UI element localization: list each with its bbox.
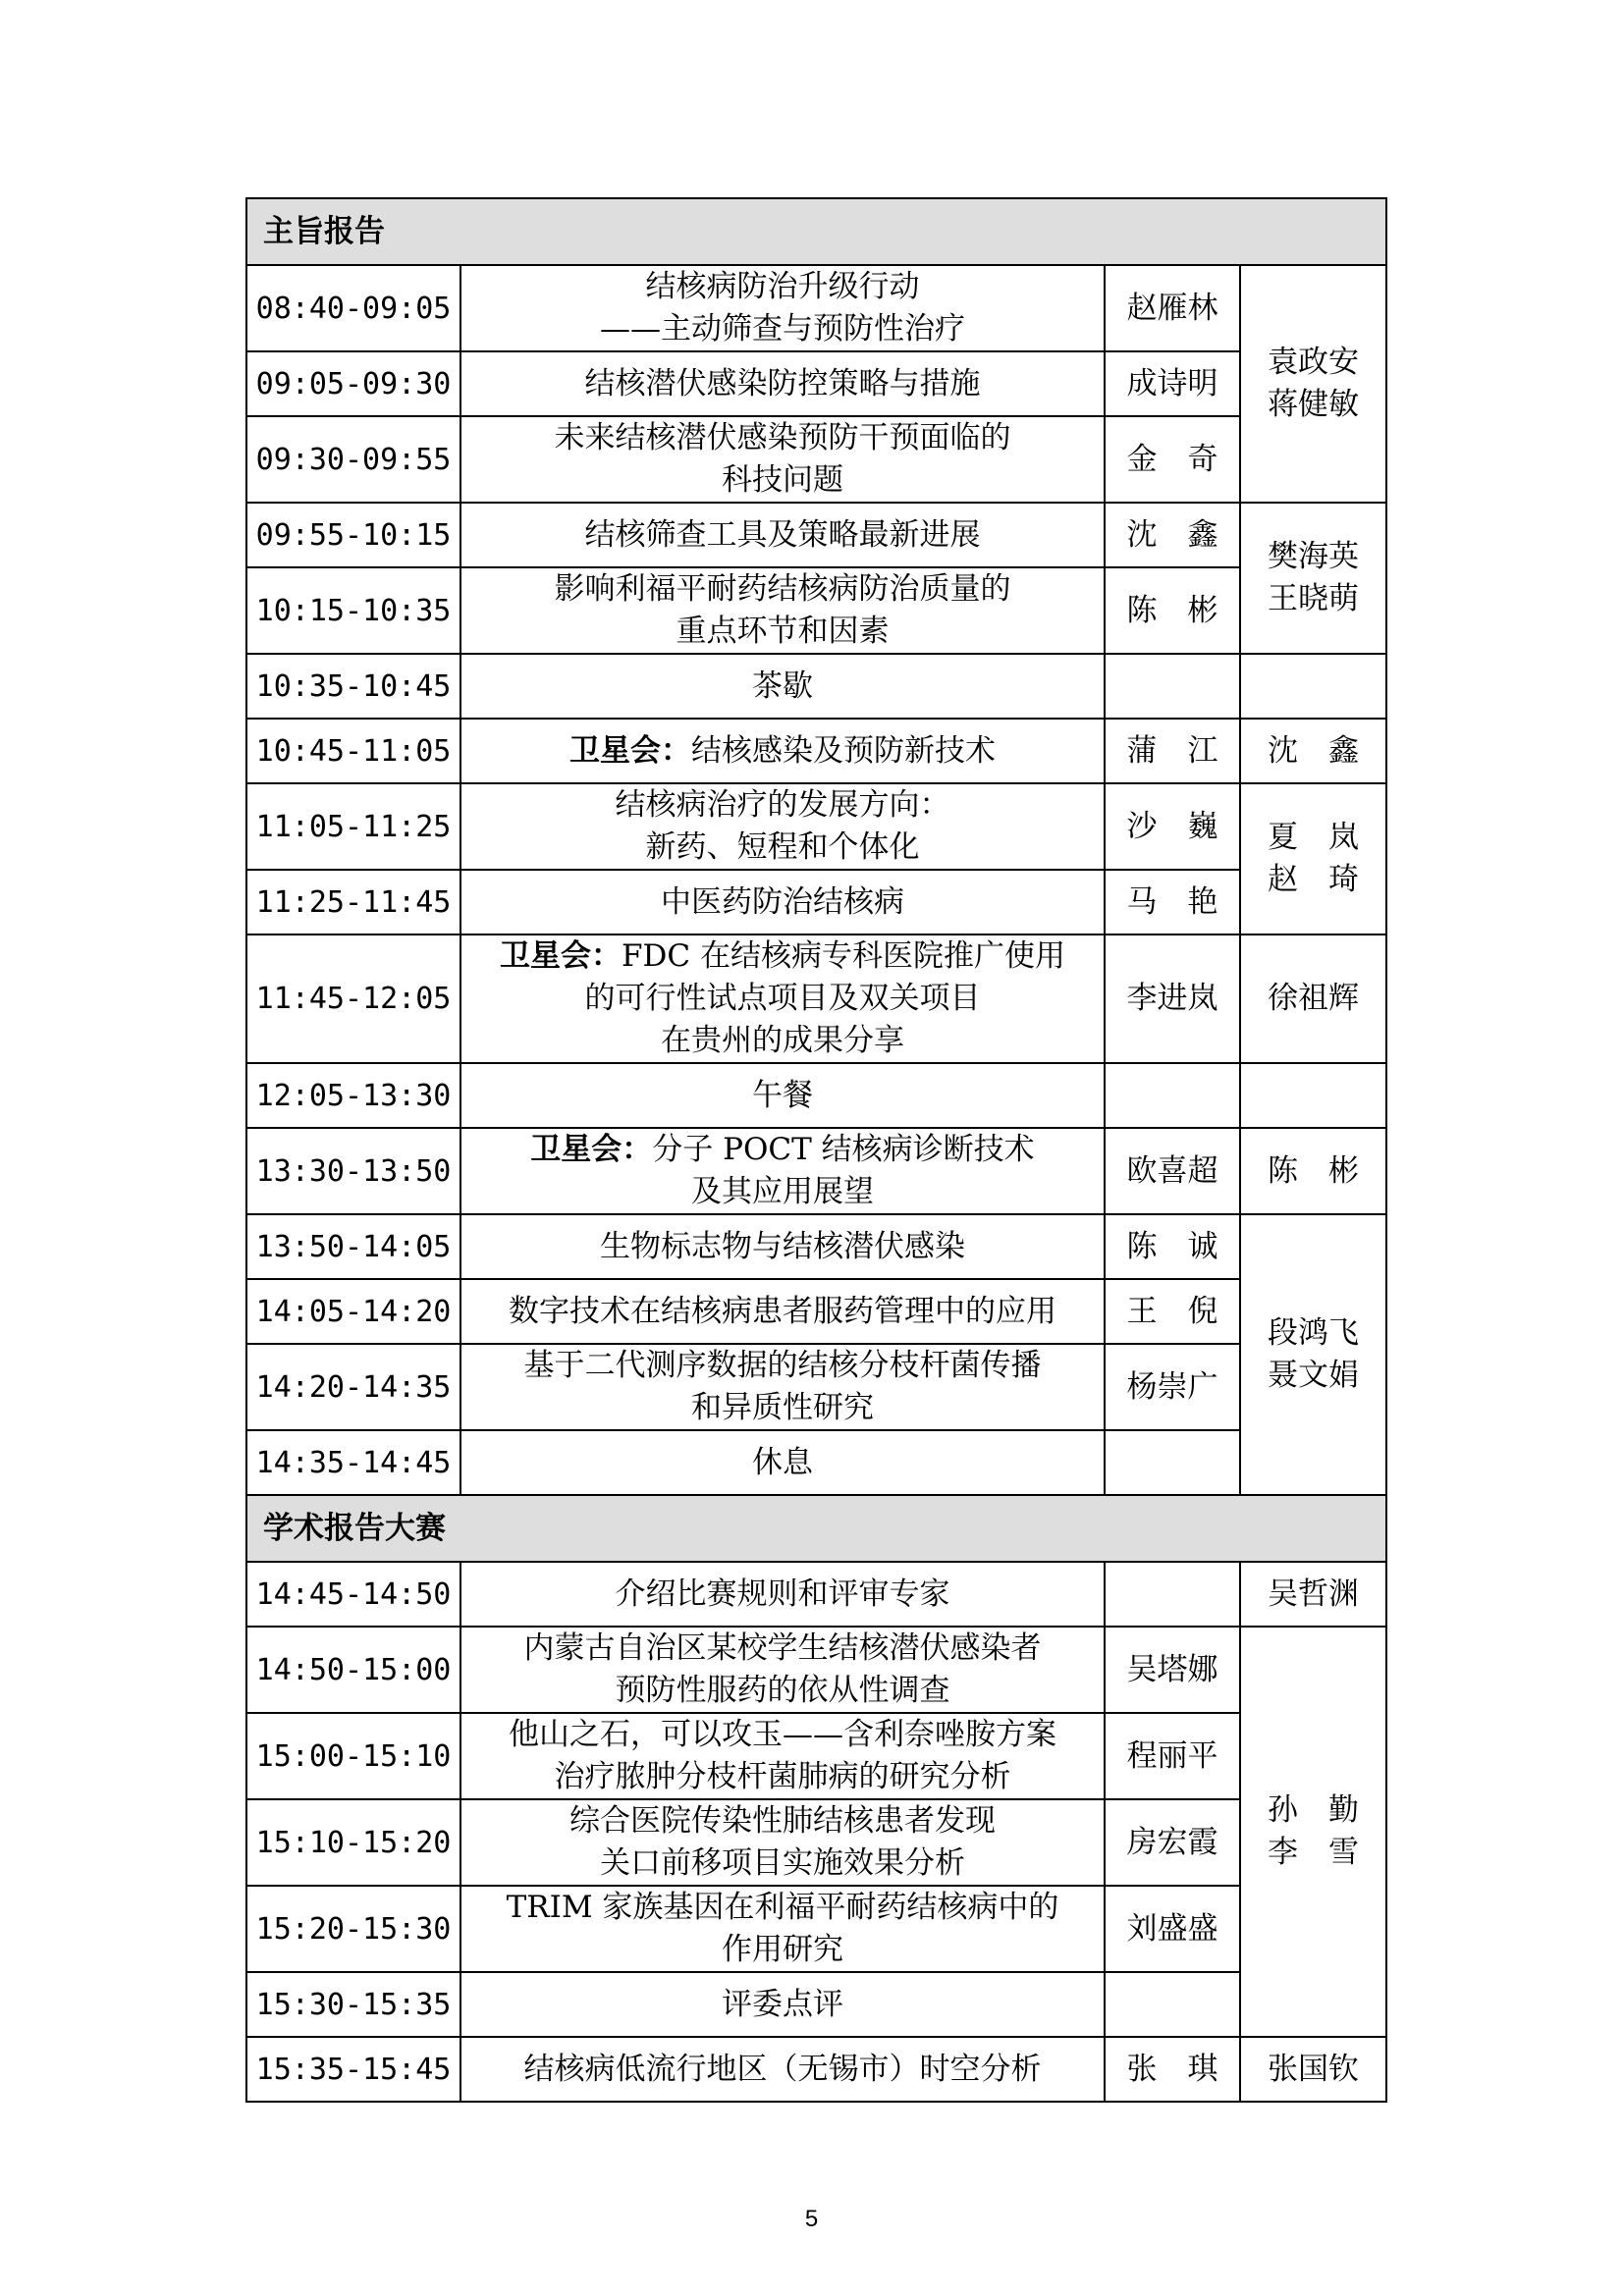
topic-text: 结核筛查工具及策略最新进展: [584, 516, 981, 553]
topic-line: [465, 1291, 1100, 1333]
time-cell: 15:10-15:20: [246, 1799, 460, 1886]
schedule-row: [246, 1627, 1386, 1713]
topic-text: 科技问题: [722, 462, 843, 498]
topic-line: [465, 1226, 1100, 1268]
speaker-cell: [1105, 654, 1240, 719]
time-cell: 15:35-15:45: [246, 2037, 460, 2102]
topic-line: [465, 459, 1100, 502]
page-number: 5: [804, 2206, 819, 2232]
topic-cell: [460, 934, 1105, 1063]
topic-text: 影响利福平耐药结核病防治质量的: [554, 571, 1011, 607]
topic-cell: [460, 1214, 1105, 1279]
topic-line: [465, 1800, 1100, 1842]
schedule-row: [246, 654, 1386, 719]
chair-name: 沈 鑫: [1268, 732, 1359, 769]
chair-name: 樊海英: [1268, 539, 1359, 574]
section-title: 主旨报告: [246, 198, 1386, 265]
chair-cell: [1240, 654, 1386, 719]
chair-cell: [1240, 1214, 1386, 1495]
topic-line: [465, 1714, 1100, 1756]
topic-cell: [460, 783, 1105, 870]
time-cell: 15:00-15:10: [246, 1713, 460, 1799]
chair-cell: [1240, 503, 1386, 654]
topic-cell: [460, 1430, 1105, 1495]
satellite-label: 卫星会：: [530, 1132, 653, 1167]
schedule-row: [246, 1713, 1386, 1799]
speaker-cell: 沈 鑫: [1105, 503, 1240, 567]
time-cell: 10:15-10:35: [246, 567, 460, 654]
schedule-row: [246, 416, 1386, 503]
speaker-cell: 房宏霞: [1105, 1799, 1240, 1886]
schedule-row: [246, 1128, 1386, 1214]
speaker-cell: 杨崇广: [1105, 1344, 1240, 1430]
topic-text: 评委点评: [722, 1986, 843, 2022]
schedule-row: [246, 351, 1386, 416]
satellite-label: 卫星会：: [569, 732, 691, 769]
schedule-row: [246, 2037, 1386, 2102]
topic-text: 在贵州的成果分享: [661, 1023, 904, 1058]
speaker-cell: 赵雁林: [1105, 265, 1240, 351]
topic-line: [465, 611, 1100, 653]
topic-text: 综合医院传染性肺结核患者发现: [569, 1803, 996, 1839]
time-cell: 14:45-14:50: [246, 1562, 460, 1627]
chair-name: 蒋健敏: [1268, 387, 1359, 422]
topic-line: [465, 1345, 1100, 1387]
topic-line: [465, 308, 1100, 350]
topic-text: 分子 POCT 结核病诊断技术: [652, 1132, 1035, 1167]
schedule-table: [245, 197, 1387, 2103]
time-cell: 13:30-13:50: [246, 1128, 460, 1214]
schedule-row: [246, 1344, 1386, 1430]
schedule-row: [246, 1562, 1386, 1627]
topic-text: 午餐: [752, 1077, 813, 1113]
speaker-cell: 金 奇: [1105, 416, 1240, 503]
topic-cell: [460, 1063, 1105, 1128]
schedule-row: [246, 1063, 1386, 1128]
topic-text: 重点环节和因素: [676, 614, 890, 649]
topic-line: [465, 1842, 1100, 1885]
topic-cell: [460, 265, 1105, 351]
topic-line: [465, 1020, 1100, 1062]
section-header-row: [246, 1495, 1386, 1562]
topic-cell: [460, 1562, 1105, 1627]
topic-line: [465, 1984, 1100, 2026]
topic-line: [465, 1129, 1100, 1171]
topic-text: 关口前移项目实施效果分析: [600, 1845, 965, 1881]
time-cell: 11:25-11:45: [246, 870, 460, 934]
chair-name: 王晓萌: [1268, 581, 1359, 616]
speaker-cell: [1105, 1972, 1240, 2037]
topic-text: 茶歇: [752, 667, 813, 704]
schedule-row: [246, 719, 1386, 783]
topic-line: [465, 1887, 1100, 1929]
topic-text: 数字技术在结核病患者服药管理中的应用: [509, 1293, 1056, 1329]
satellite-label: 卫星会：: [500, 938, 622, 974]
topic-text: 未来结核潜伏感染预防干预面临的: [554, 420, 1011, 455]
topic-text: 预防性服药的依从性调查: [615, 1673, 950, 1708]
topic-text: 新药、短程和个体化: [645, 829, 920, 865]
schedule-row: [246, 870, 1386, 934]
topic-cell: [460, 503, 1105, 567]
speaker-cell: [1105, 1562, 1240, 1627]
topic-cell: [460, 351, 1105, 416]
topic-text: 结核潜伏感染防控策略与措施: [584, 365, 981, 401]
schedule-row: [246, 1279, 1386, 1344]
topic-text: 结核病防治升级行动: [645, 269, 920, 304]
speaker-cell: 李进岚: [1105, 934, 1240, 1063]
topic-text: 及其应用展望: [691, 1174, 874, 1209]
speaker-cell: 陈 诚: [1105, 1214, 1240, 1279]
topic-text: 结核感染及预防新技术: [691, 732, 996, 769]
topic-line: [465, 514, 1100, 557]
speaker-cell: 程丽平: [1105, 1713, 1240, 1799]
chair-name: 段鸿飞: [1268, 1315, 1359, 1351]
topic-text: 休息: [752, 1444, 813, 1480]
topic-cell: [460, 1972, 1105, 2037]
topic-cell: [460, 1886, 1105, 1972]
speaker-cell: 刘盛盛: [1105, 1886, 1240, 1972]
topic-line: [465, 881, 1100, 924]
topic-cell: [460, 870, 1105, 934]
topic-line: [465, 827, 1100, 869]
topic-line: [465, 1075, 1100, 1117]
time-cell: 10:45-11:05: [246, 719, 460, 783]
chair-cell: [1240, 783, 1386, 934]
speaker-cell: 陈 彬: [1105, 567, 1240, 654]
speaker-cell: 蒲 江: [1105, 719, 1240, 783]
topic-cell: [460, 1799, 1105, 1886]
topic-line: [465, 935, 1100, 978]
time-cell: 14:50-15:00: [246, 1627, 460, 1713]
topic-text: 结核病低流行地区（无锡市）时空分析: [523, 2051, 1042, 2087]
topic-text: FDC 在结核病专科医院推广使用: [622, 938, 1065, 974]
topic-text: 基于二代测序数据的结核分枝杆菌传播: [523, 1348, 1042, 1383]
topic-line: [465, 1171, 1100, 1213]
speaker-cell: 成诗明: [1105, 351, 1240, 416]
speaker-cell: [1105, 1430, 1240, 1495]
topic-cell: [460, 416, 1105, 503]
speaker-cell: 张 琪: [1105, 2037, 1240, 2102]
speaker-cell: [1105, 1063, 1240, 1128]
topic-cell: [460, 1128, 1105, 1214]
time-cell: 15:20-15:30: [246, 1886, 460, 1972]
chair-name: 吴哲渊: [1268, 1575, 1359, 1612]
chair-cell: [1240, 934, 1386, 1063]
topic-text: 作用研究: [722, 1932, 843, 1967]
topic-line: [465, 2049, 1100, 2091]
topic-text: 的可行性试点项目及双关项目: [584, 981, 981, 1016]
time-cell: 11:45-12:05: [246, 934, 460, 1063]
topic-line: [465, 363, 1100, 405]
topic-cell: [460, 1713, 1105, 1799]
topic-line: [465, 978, 1100, 1020]
chair-name: 李 雪: [1268, 1835, 1359, 1870]
topic-cell: [460, 719, 1105, 783]
chair-cell: [1240, 1128, 1386, 1214]
topic-text: 中医药防治结核病: [661, 883, 904, 920]
time-cell: 13:50-14:05: [246, 1214, 460, 1279]
chair-name: 张国钦: [1268, 2051, 1359, 2087]
topic-cell: [460, 567, 1105, 654]
chair-cell: [1240, 719, 1386, 783]
schedule-row: [246, 1430, 1386, 1495]
speaker-cell: 马 艳: [1105, 870, 1240, 934]
topic-line: [465, 666, 1100, 708]
topic-cell: [460, 1344, 1105, 1430]
topic-line: [465, 266, 1100, 308]
schedule-row: [246, 567, 1386, 654]
topic-text: 治疗脓肿分枝杆菌肺病的研究分析: [554, 1759, 1011, 1794]
chair-name: 徐祖辉: [1268, 981, 1359, 1016]
topic-text: 介绍比赛规则和评审专家: [615, 1575, 950, 1612]
topic-cell: [460, 1627, 1105, 1713]
chair-name: 聂文娟: [1268, 1358, 1359, 1393]
topic-text: TRIM 家族基因在利福平耐药结核病中的: [506, 1890, 1059, 1925]
topic-line: [465, 1442, 1100, 1484]
section-title: 学术报告大赛: [246, 1495, 1386, 1562]
topic-cell: [460, 1279, 1105, 1344]
speaker-cell: 王 倪: [1105, 1279, 1240, 1344]
topic-line: [465, 730, 1100, 773]
topic-line: [465, 1628, 1100, 1670]
speaker-cell: 欧喜超: [1105, 1128, 1240, 1214]
topic-line: [465, 784, 1100, 827]
topic-text: 和异质性研究: [691, 1390, 874, 1425]
schedule-row: [246, 503, 1386, 567]
time-cell: 14:35-14:45: [246, 1430, 460, 1495]
schedule-row: [246, 1972, 1386, 2037]
topic-line: [465, 417, 1100, 459]
chair-cell: [1240, 1627, 1386, 2037]
topic-text: 内蒙古自治区某校学生结核潜伏感染者: [523, 1630, 1042, 1666]
chair-cell: [1240, 1562, 1386, 1627]
speaker-cell: 吴塔娜: [1105, 1627, 1240, 1713]
schedule-row: [246, 265, 1386, 351]
topic-cell: [460, 654, 1105, 719]
schedule-row: [246, 1799, 1386, 1886]
time-cell: 14:20-14:35: [246, 1344, 460, 1430]
time-cell: 09:05-09:30: [246, 351, 460, 416]
time-cell: 15:30-15:35: [246, 1972, 460, 2037]
chair-cell: [1240, 1063, 1386, 1128]
chair-name: 夏 岚: [1268, 820, 1359, 855]
time-cell: 10:35-10:45: [246, 654, 460, 719]
time-cell: 09:30-09:55: [246, 416, 460, 503]
topic-cell: [460, 2037, 1105, 2102]
speaker-cell: 沙 巍: [1105, 783, 1240, 870]
topic-line: [465, 1574, 1100, 1616]
chair-name: 赵 琦: [1268, 862, 1359, 897]
chair-cell: [1240, 2037, 1386, 2102]
time-cell: 12:05-13:30: [246, 1063, 460, 1128]
section-header-row: [246, 198, 1386, 265]
schedule-row: [246, 783, 1386, 870]
topic-text: 他山之石，可以攻玉——含利奈唑胺方案: [509, 1717, 1056, 1752]
time-cell: 09:55-10:15: [246, 503, 460, 567]
topic-line: [465, 1756, 1100, 1798]
chair-name: 孙 勤: [1268, 1792, 1359, 1828]
topic-line: [465, 1387, 1100, 1429]
time-cell: 08:40-09:05: [246, 265, 460, 351]
chair-cell: [1240, 265, 1386, 503]
topic-line: [465, 568, 1100, 611]
schedule-row: [246, 1214, 1386, 1279]
schedule-row: [246, 1886, 1386, 1972]
topic-text: ——主动筛查与预防性治疗: [600, 311, 965, 347]
chair-name: 袁政安: [1268, 345, 1359, 380]
topic-text: 结核病治疗的发展方向：: [615, 787, 950, 823]
chair-name: 陈 彬: [1268, 1152, 1359, 1189]
schedule-row: [246, 934, 1386, 1063]
time-cell: 11:05-11:25: [246, 783, 460, 870]
topic-line: [465, 1670, 1100, 1712]
topic-text: 生物标志物与结核潜伏感染: [600, 1228, 965, 1264]
time-cell: 14:05-14:20: [246, 1279, 460, 1344]
topic-line: [465, 1929, 1100, 1971]
